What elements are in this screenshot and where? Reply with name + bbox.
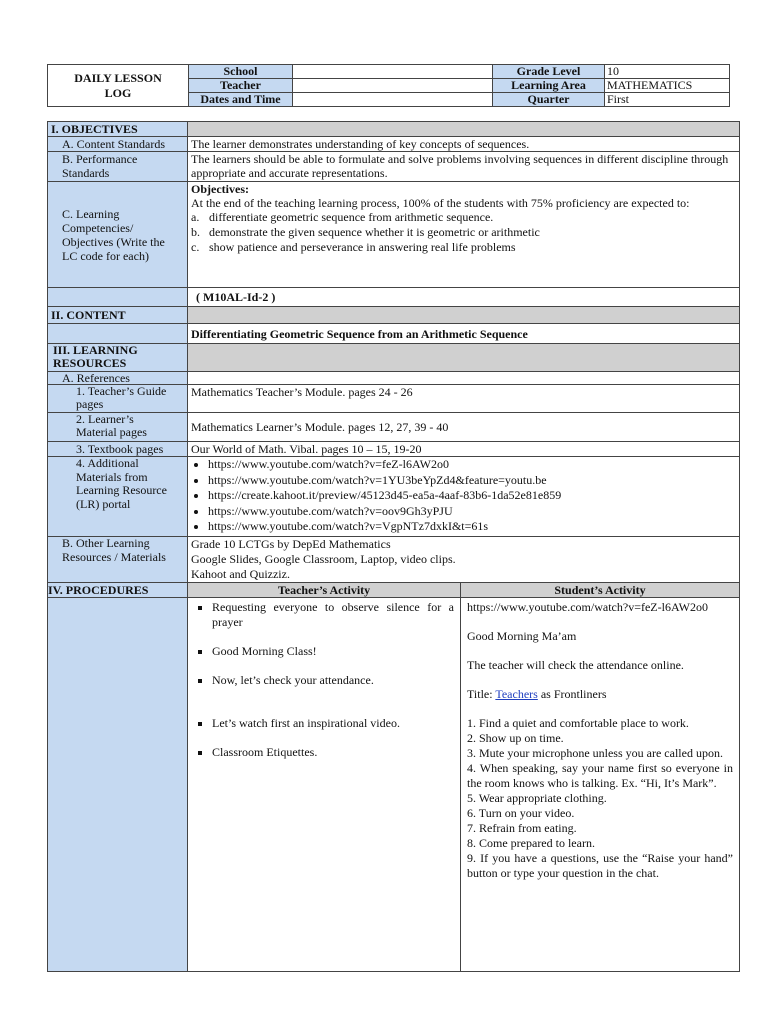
teacher-item-attendance: ▪ Now, let’s check your attendance. xyxy=(212,673,454,688)
references-label: A. References xyxy=(48,372,188,385)
textbook-label: 3. Textbook pages xyxy=(48,442,188,457)
lr-link-3[interactable]: • https://create.kahoot.it/preview/45123d45-ea5a-4aaf-83b6-1da52e81e859 xyxy=(208,488,736,504)
student-video-url[interactable]: https://www.youtube.com/watch?v=feZ-l6AW2o0 xyxy=(467,600,708,614)
etiquette-1: 1. Find a quiet and comfortable place to work. xyxy=(467,716,689,730)
objectives-intro: At the end of the teaching learning process, 100% of the students with 75% proficiency are expected to: xyxy=(191,196,690,210)
teachers-guide-text: Mathematics Teacher’s Module. pages 24 - 26 xyxy=(188,385,740,413)
teacher-item-greeting: ▪ Good Morning Class! xyxy=(212,644,454,659)
log-title: DAILY LESSON LOG xyxy=(48,65,189,107)
etiquette-2: 2. Show up on time. xyxy=(467,731,564,745)
content-standards-text: The learner demonstrates understanding of key concepts of sequences. xyxy=(188,137,740,152)
lr-link-2[interactable]: • https://www.youtube.com/watch?v=1YU3beYpZd4&feature=youtu.be xyxy=(208,473,736,489)
etiquette-3: 3. Mute your microphone unless you are called upon. xyxy=(467,746,723,760)
content-label-blank xyxy=(48,324,188,344)
etiquette-8: 8. Come prepared to learn. xyxy=(467,836,595,850)
procedures-heading: IV. PROCEDURES xyxy=(48,583,188,598)
competencies-label: C. Learning Competencies/ Objectives (Write the LC code for each) xyxy=(48,182,188,288)
video-title-link[interactable]: Teachers xyxy=(495,687,538,701)
other-resources-label: B. Other Learning Resources / Materials xyxy=(48,537,188,583)
etiquette-5: 5. Wear appropriate clothing. xyxy=(467,791,607,805)
objective-item-b: b. demonstrate the given sequence whether it is geometric or arithmetic xyxy=(191,225,540,239)
teacher-item-prayer: ▪ Requesting everyone to observe silence for a prayer xyxy=(212,600,454,630)
additional-materials-label: 4. Additional Materials from Learning Resource (LR) portal xyxy=(48,457,188,537)
content-heading-fill xyxy=(188,307,740,324)
objectives-heading-fill xyxy=(188,122,740,137)
school-label: School xyxy=(189,65,293,79)
other-resource-line-2: Google Slides, Google Classroom, Laptop, video clips. xyxy=(191,552,456,566)
objective-item-c: c. show patience and perseverance in answering real life problems xyxy=(191,240,516,254)
etiquette-7: 7. Refrain from eating. xyxy=(467,821,577,835)
student-greeting: Good Morning Ma’am xyxy=(467,629,577,643)
lesson-table xyxy=(47,121,740,972)
school-value xyxy=(293,65,493,79)
lc-code: ( M10AL-Id-2 ) xyxy=(188,288,740,307)
performance-standards-label: B. Performance Standards xyxy=(48,152,188,182)
teacher-item-etiquettes: ▪ Classroom Etiquettes. xyxy=(212,745,454,760)
performance-standards-text: The learners should be able to formulate and solve problems involving sequences in different discipline through appropriate and accurate representations. xyxy=(188,152,740,182)
etiquette-9: 9. If you have a questions, use the “Raise your hand” button or type your question in the chat. xyxy=(467,851,733,880)
header-table xyxy=(47,64,730,107)
teacher-activity-header: Teacher’s Activity xyxy=(188,583,461,598)
dates-value xyxy=(293,93,493,107)
resources-heading: III. LEARNING RESOURCES xyxy=(48,344,188,372)
content-standards-label: A. Content Standards xyxy=(48,137,188,152)
student-activity-cell xyxy=(461,598,740,972)
textbook-text: Our World of Math. Vibal. pages 10 – 15, 19-20 xyxy=(188,442,740,457)
objectives-subtitle: Objectives: xyxy=(191,182,249,196)
dates-label: Dates and Time xyxy=(189,93,293,107)
content-topic: Differentiating Geometric Sequence from an Arithmetic Sequence xyxy=(188,324,740,344)
references-value xyxy=(188,372,740,385)
lc-code-label-blank xyxy=(48,288,188,307)
procedures-label-blank xyxy=(48,598,188,972)
learning-area-label: Learning Area xyxy=(493,79,605,93)
grade-level-label: Grade Level xyxy=(493,65,605,79)
other-resource-line-3: Kahoot and Quizziz. xyxy=(191,567,290,581)
student-attendance: The teacher will check the attendance online. xyxy=(467,658,684,672)
learners-material-label: 2. Learner’s Material pages xyxy=(48,413,188,442)
additional-materials-links xyxy=(188,457,740,537)
objective-item-a: a. differentiate geometric sequence from arithmetic sequence. xyxy=(191,210,494,224)
learners-material-text: Mathematics Learner’s Module. pages 12, 27, 39 - 40 xyxy=(188,413,740,442)
teacher-item-video: ▪ Let’s watch first an inspirational video. xyxy=(212,716,454,731)
resources-heading-fill xyxy=(188,344,740,372)
student-activity-header: Student’s Activity xyxy=(461,583,740,598)
other-resources-text xyxy=(188,537,740,583)
objectives-heading: I. OBJECTIVES xyxy=(48,122,188,137)
teacher-value xyxy=(293,79,493,93)
etiquette-6: 6. Turn on your video. xyxy=(467,806,575,820)
learning-area-value: MATHEMATICS xyxy=(605,79,730,93)
competencies-cell xyxy=(188,182,740,288)
lr-link-5[interactable]: • https://www.youtube.com/watch?v=VgpNTz7dxkI&t=61s xyxy=(208,519,736,535)
etiquette-4: 4. When speaking, say your name first so everyone in the room knows who is talking. Ex. “Hi, It’s Mark”. xyxy=(467,761,733,790)
teacher-activity-cell xyxy=(188,598,461,972)
lr-link-4[interactable]: • https://www.youtube.com/watch?v=oov9Gh3yPJU xyxy=(208,504,736,520)
teachers-guide-label: 1. Teacher’s Guide pages xyxy=(48,385,188,413)
lr-link-1[interactable]: • https://www.youtube.com/watch?v=feZ-l6AW2o0 xyxy=(208,457,736,473)
quarter-label: Quarter xyxy=(493,93,605,107)
other-resource-line-1: Grade 10 LCTGs by DepEd Mathematics xyxy=(191,537,391,551)
grade-level-value: 10 xyxy=(605,65,730,79)
quarter-value: First xyxy=(605,93,730,107)
video-title: Title: Teachers as Frontliners xyxy=(467,687,607,701)
teacher-label: Teacher xyxy=(189,79,293,93)
content-heading: II. CONTENT xyxy=(48,307,188,324)
